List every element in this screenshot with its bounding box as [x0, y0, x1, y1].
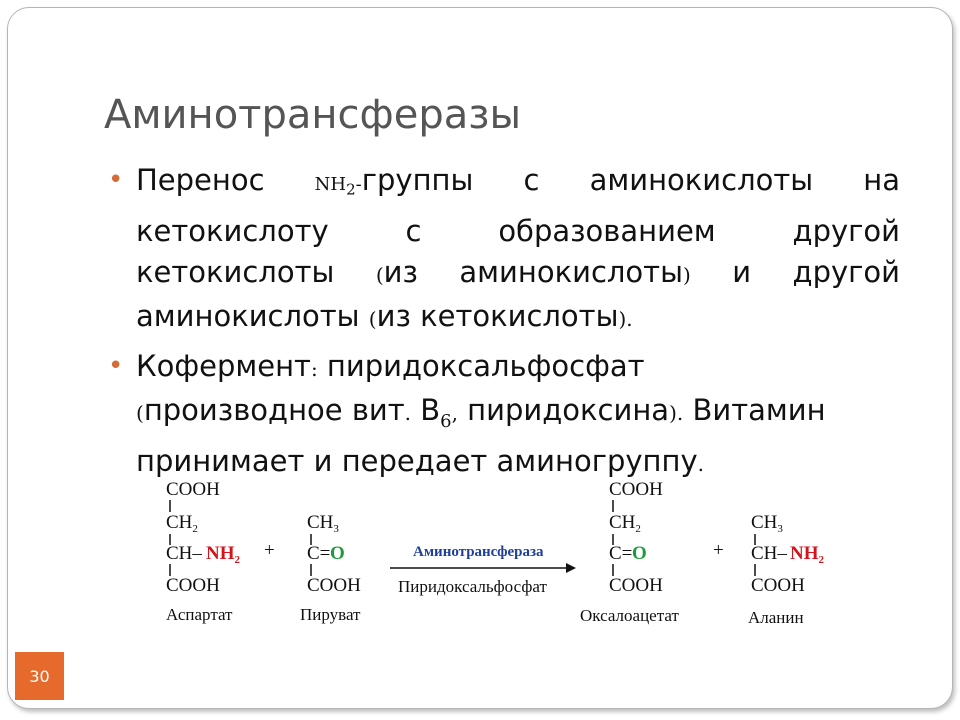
oxaloacetate-ch2: $CH_2$: [609, 512, 641, 535]
oxaloacetate-cooh-top: COOH: [609, 479, 663, 500]
plus-sign: +: [264, 540, 275, 561]
oxaloacetate-c: C=: [609, 543, 633, 564]
pyruvate-cooh: COOH: [307, 575, 361, 596]
paren-close: ): [682, 262, 691, 287]
alanine-structure: [748, 512, 825, 627]
aspartate-ch2: $CH_2$: [166, 512, 198, 535]
aspartate-nh2: $NH_2$: [206, 543, 240, 566]
pyruvate-ch3: $CH_3$: [307, 512, 339, 535]
arrow-head-icon: [566, 563, 576, 573]
coenzyme-label: Пиридоксальфосфат: [398, 577, 547, 596]
paren-close-2: ): [618, 306, 627, 331]
paren-open: (: [375, 262, 384, 287]
bullet2-text-5: пиридоксина: [457, 392, 670, 427]
aspartate-cooh-bottom: COOH: [166, 575, 220, 596]
bullet2-text: Кофермент: [136, 348, 311, 383]
pyruvate-structure: [300, 512, 361, 624]
slide-title: Аминотрансферазы: [104, 92, 522, 138]
dot-separator-2: .: [676, 400, 684, 425]
paren-close: ): [669, 400, 677, 425]
slide-number: 30: [15, 652, 64, 700]
bullet1-text-2: группы с аминокислоты на кетокислоту с образованием другой кетокислоты: [136, 163, 901, 289]
bullet2-text-6: Витамин принимает и передает аминогруппу: [136, 392, 826, 479]
nh2-label: NH: [314, 174, 347, 195]
reaction-arrow: [390, 544, 576, 596]
oxaloacetate-cooh-bottom: COOH: [609, 575, 663, 596]
comma: ,: [451, 400, 458, 425]
oxaloacetate-name: Оксалоацетат: [580, 606, 679, 625]
alanine-ch: CH–: [751, 543, 787, 564]
bullet1-text-4: и другой аминокислоты: [136, 254, 901, 333]
bullet2-text-4: В: [411, 392, 441, 427]
pyruvate-oxygen: O: [330, 543, 345, 564]
oxaloacetate-structure: [580, 479, 679, 625]
dot-separator: .: [404, 400, 412, 425]
bullet1-text-5: из кетокислоты: [376, 298, 619, 333]
oxaloacetate-oxygen: O: [632, 543, 647, 564]
alanine-ch3: $CH_3$: [751, 512, 783, 535]
pyruvate-name: Пируват: [300, 605, 361, 624]
colon: :: [310, 356, 318, 381]
bullet-dot-icon: •: [108, 165, 124, 195]
plus-sign-2: +: [713, 540, 724, 561]
paren-open: (: [136, 400, 144, 425]
bullet1-text: Перенос: [136, 163, 315, 197]
b6-subscript: 6: [440, 410, 452, 432]
pyruvate-c: C=: [307, 543, 331, 564]
alanine-cooh: COOH: [751, 575, 805, 596]
bullet-dot-icon: •: [108, 350, 124, 381]
period: .: [697, 452, 704, 477]
aspartate-cooh-top: COOH: [166, 479, 220, 500]
nh2-subscript: 2: [346, 180, 356, 199]
period: .: [626, 306, 633, 331]
bullet1-text-3: из аминокислоты: [383, 254, 683, 289]
paren-open-2: (: [368, 306, 377, 331]
enzyme-label: Аминотрансфераза: [413, 544, 544, 560]
aspartate-ch: CH–: [166, 543, 202, 564]
aspartate-name: Аспартат: [166, 605, 233, 624]
aspartate-structure: [166, 479, 241, 624]
alanine-nh2: $NH_2$: [790, 543, 824, 566]
bullet2-text-3: производное вит: [143, 392, 405, 427]
bullet2-text-2: пиридоксальфосфат: [317, 348, 645, 383]
nh2-dash: -: [355, 174, 362, 195]
alanine-name: Аланин: [748, 608, 804, 627]
